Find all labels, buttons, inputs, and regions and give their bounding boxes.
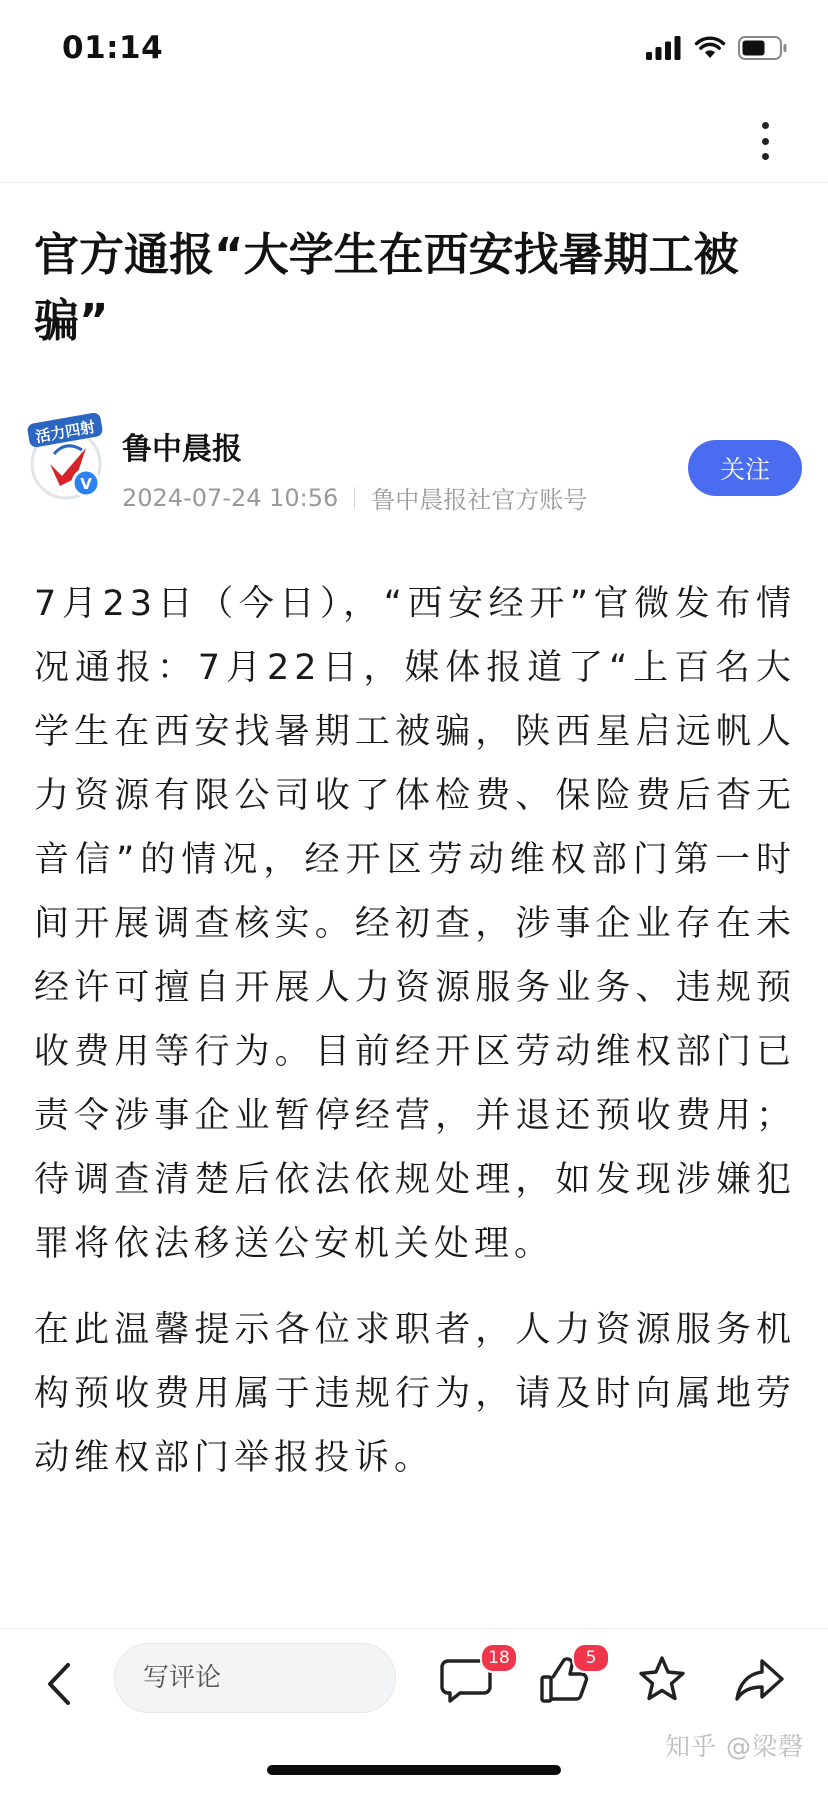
meta-divider	[354, 487, 355, 509]
home-indicator	[267, 1765, 561, 1775]
comment-count-badge: 18	[480, 1643, 518, 1673]
verified-icon: V	[80, 475, 92, 493]
bottom-action-bar	[0, 1628, 828, 1793]
share-button[interactable]	[732, 1653, 788, 1707]
cellular-signal-icon	[646, 36, 682, 60]
follow-button[interactable]: 关注	[688, 440, 802, 496]
comment-input[interactable]	[114, 1643, 396, 1713]
favorite-button[interactable]	[634, 1653, 690, 1707]
like-button[interactable]	[536, 1648, 597, 1707]
share-icon	[732, 1653, 788, 1707]
avatar-logo	[26, 410, 116, 504]
wifi-icon	[694, 36, 726, 60]
more-options-button[interactable]	[750, 118, 780, 164]
comment-button[interactable]	[438, 1648, 510, 1707]
author-avatar[interactable]	[26, 410, 116, 504]
author-name[interactable]: 鲁中晨报	[122, 432, 242, 467]
watermark: 知乎 @梁磬	[665, 1732, 804, 1761]
favorite-icon	[634, 1653, 690, 1707]
avatar-text: 活力四射	[34, 417, 97, 447]
account-type-label: 鲁中晨报社官方账号	[371, 486, 588, 514]
publish-date: 2024-07-24 10:56	[122, 483, 339, 512]
like-count-badge: 5	[572, 1643, 610, 1673]
status-icons	[646, 34, 788, 62]
article-body	[34, 572, 796, 1490]
back-icon[interactable]	[40, 1659, 80, 1709]
article-title: 官方通报“大学生在西安找暑期工被骗”	[34, 228, 739, 347]
battery-icon	[738, 35, 788, 61]
author-meta	[122, 480, 587, 515]
author-row	[26, 410, 802, 514]
status-time: 01:14	[62, 30, 164, 66]
status-bar	[0, 0, 828, 100]
article-paragraph: 7月23日（今日），“西安经开”官微发布情况通报：7月22日，媒体报道了“上百名大学生在西安找暑期工被骗，陕西星启远帆人力资源有限公司收了体检费、保险费后杳无音信”的情况，经开区劳动维权部门第一时间开展调查核实。经初查，涉事企业存在未经许可擅自开展人力资源服务业务、违规预收费用等行为。目前经开区劳动维权部门已责令涉事企业暂停经营，并退还预收费用；待调查清楚后依法依规处理，如发现涉嫌犯罪将依法移送公安机关处理。	[34, 584, 796, 1264]
article-paragraph: 在此温馨提示各位求职者，人力资源服务机构预收费用属于违规行为，请及时向属地劳动维权部门举报投诉。	[34, 1310, 796, 1478]
more-icon	[762, 122, 769, 129]
top-navigation-bar	[0, 100, 828, 183]
